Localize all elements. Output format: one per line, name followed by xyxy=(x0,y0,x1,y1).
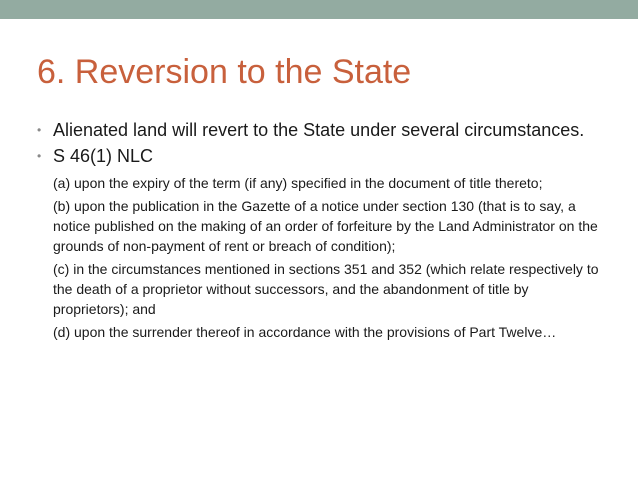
nlc-subsection-b: (b) upon the publication in the Gazette of a notice under section 130 (that is to say, a notice published on the making of an order of forfeiture by the Land Administrator on the grounds of non-payment of rent or breach of condition); xyxy=(53,198,598,254)
slide-body xyxy=(37,119,603,342)
bullet-text: Alienated land will revert to the State under several circumstances. xyxy=(53,120,585,140)
nlc-subsection-a: (a) upon the expiry of the term (if any) specified in the document of title thereto; xyxy=(53,175,543,191)
bullet-item xyxy=(37,119,603,141)
nlc-subsection-d: (d) upon the surrender thereof in accordance with the provisions of Part Twelve… xyxy=(53,324,557,340)
nlc-subsection-c: (c) in the circumstances mentioned in sections 351 and 352 (which relate respectively to the death of a proprietor without successors, and the abandonment of title by proprietors); and xyxy=(53,261,599,317)
bullet-dot-icon: • xyxy=(37,123,42,137)
bullet-item xyxy=(37,145,603,167)
bullet-text: S 46(1) NLC xyxy=(53,146,154,166)
nlc-subsection-list xyxy=(37,173,603,342)
slide-title: 6. Reversion to the State xyxy=(37,53,412,91)
bullet-dot-icon: • xyxy=(37,149,42,163)
top-accent-bar xyxy=(0,0,638,19)
